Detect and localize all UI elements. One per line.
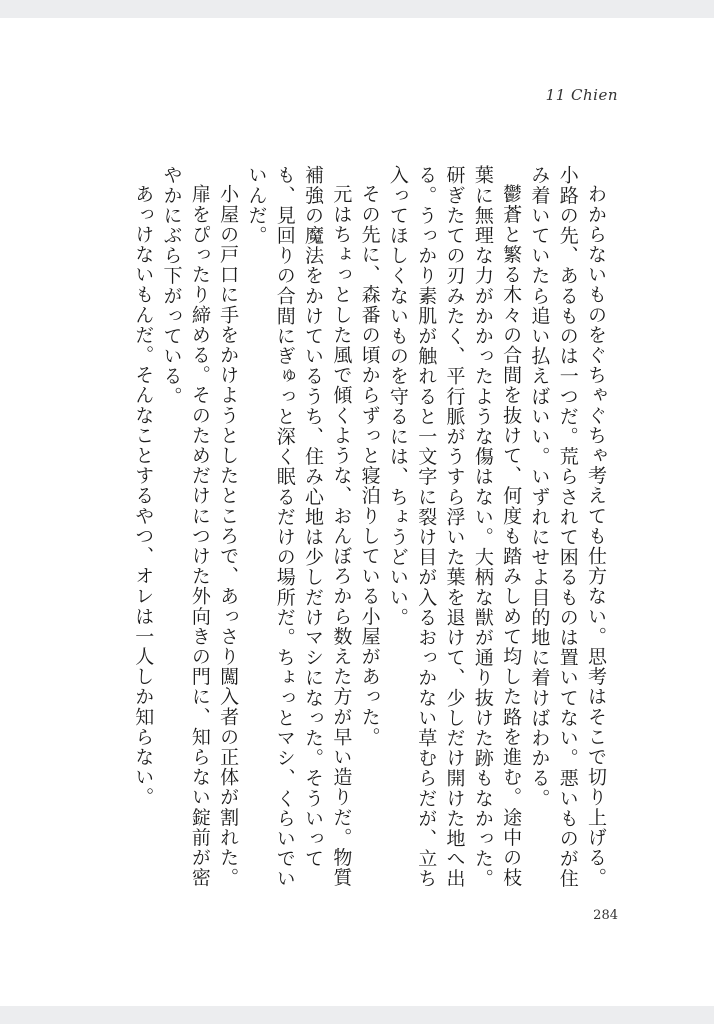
paragraph: 鬱蒼と繁る木々の合間を抜けて、何度も踏みしめて均した路を進む。途中の枝葉に無理な力がかかったような傷はない。大柄な獣が通り抜けた跡もなかった。研ぎたての刃みたく、平行脈がうすら浮いた葉を退けて、少しだけ開けた地へ出る。うっかり素肌が触れると一文字に裂け目が入るおっかない草むらだが、立ち入ってほしくないものを守るには、ちょうどいい。 [386, 165, 523, 889]
book-page [0, 18, 714, 1006]
paragraph: 小屋の戸口に手をかけようとしたところで、あっさり闖入者の正体が割れた。 [217, 184, 240, 888]
vertical-body-text [129, 165, 610, 905]
paragraph: わからないものをぐちゃぐちゃ考えても仕方ない。思考はそこで切り上げる。小路の先、あるものは一つだ。荒らされて困るものは置いてない。悪いものが住み着いていたら追い払えばいい。いずれにせよ目的地に着けばわかる。 [528, 165, 607, 889]
paragraph: 元はちょっとした風で傾くような、おんぼろから数えた方が早い造りだ。物質補強の魔法をかけているうち、住み心地は少しだけマシになった。そういっても、見回りの合間にぎゅっと深く眠るだけの場所だ。ちょっとマシ、くらいでいいんだ。 [245, 165, 353, 889]
paragraph: 扉をぴったり締める。そのためだけにつけた外向きの門に、知らない錠前が密やかにぶら下がっている。 [160, 165, 211, 888]
page-number: 284 [593, 908, 618, 923]
paragraph: あっけないもんだ。そんなことするやつ、オレは一人しか知らない。 [132, 184, 155, 808]
paragraph: その先に、森番の頃からずっと寝泊りしている小屋があった。 [358, 184, 381, 747]
chapter-header: 11 Chien [545, 86, 618, 104]
